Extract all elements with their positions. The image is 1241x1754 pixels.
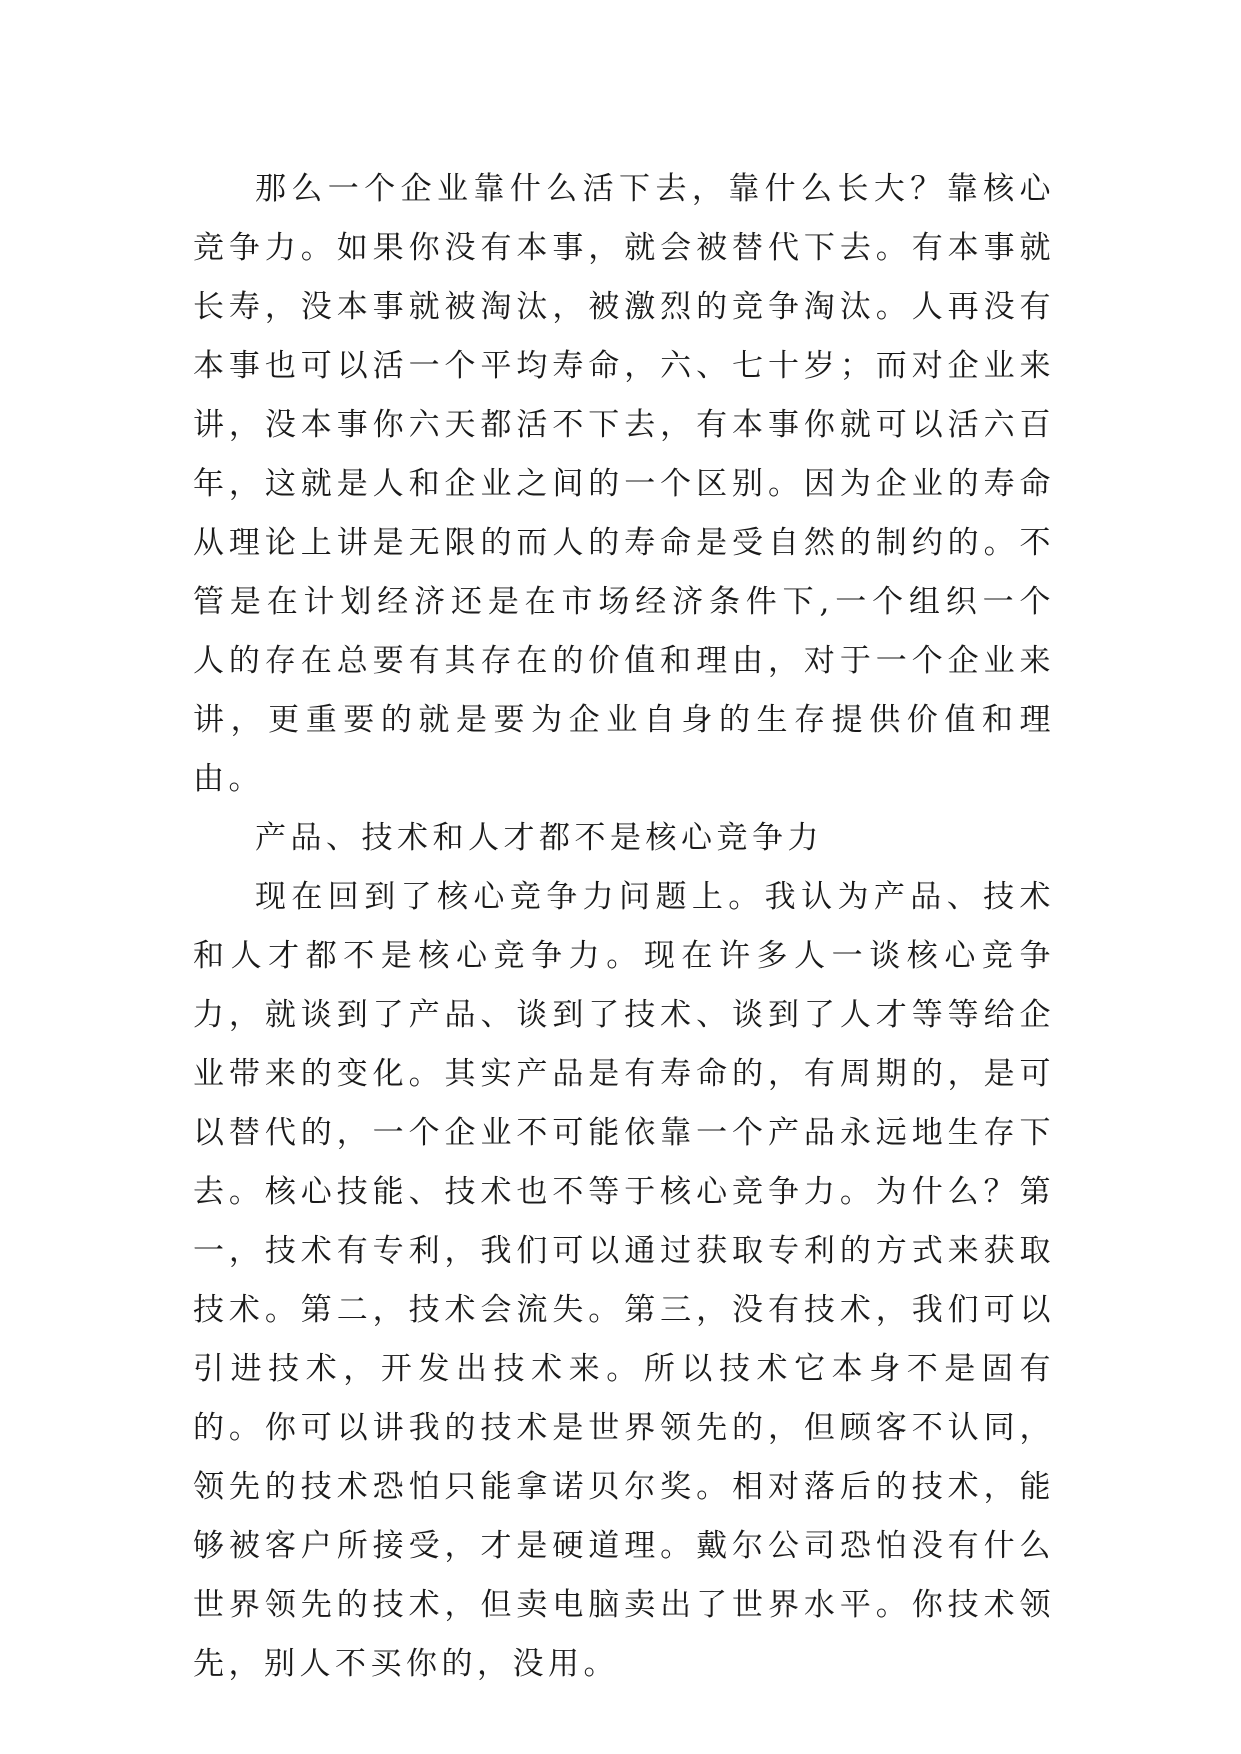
section-heading: 产品、技术和人才都不是核心竞争力 xyxy=(255,820,823,856)
paragraph-core-competence: 现在回到了核心竞争力问题上。我认为产品、技术和人才都不是核心竞争力。现在许多人一谈核心竞争力，就谈到了产品、谈到了技术、谈到了人才等等给企业带来的变化。其实产品是有寿命的，有周期的，是可以替代的，一个企业不可能依靠一个产品永远地生存下去。核心技能、技术也不等于核心竞争力。为什么？第一，技术有专利，我们可以通过获取专利的方式来获取技术。第二，技术会流失。第三，没有技术，我们可以引进技术，开发出技术来。所以技术它本身不是固有的。你可以讲我的技术是世界领先的，但顾客不认同，领先的技术恐怕只能拿诺贝尔奖。相对落后的技术，能够被客户所接受，才是硬道理。戴尔公司恐怕没有什么世界领先的技术，但卖电脑卖出了世界水平。你技术领先，别人不买你的，没用。 xyxy=(193,879,1055,1682)
document-body xyxy=(193,160,1055,1694)
paragraph-intro: 那么一个企业靠什么活下去，靠什么长大？靠核心竞争力。如果你没有本事，就会被替代下去。有本事就长寿，没本事就被淘汰，被激烈的竞争淘汰。人再没有本事也可以活一个平均寿命，六、七十岁；而对企业来讲，没本事你六天都活不下去，有本事你就可以活六百年，这就是人和企业之间的一个区别。因为企业的寿命从理论上讲是无限的而人的寿命是受自然的制约的。不管是在计划经济还是在市场经济条件下,一个组织一个人的存在总要有其存在的价值和理由，对于一个企业来讲，更重要的就是要为企业自身的生存提供价值和理由。 xyxy=(193,171,1055,797)
